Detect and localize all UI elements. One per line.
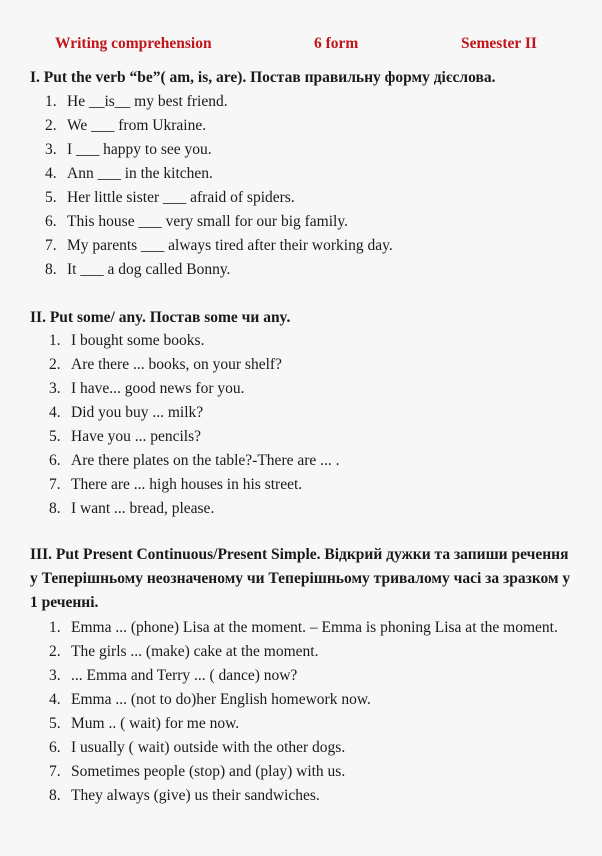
header-form: 6 form: [314, 35, 359, 52]
list-item: 8. I want ... bread, please.: [49, 500, 215, 517]
list-item: 3. ... Emma and Terry ... ( dance) now?: [49, 667, 298, 684]
section-3-list: [49, 616, 576, 808]
list-item: 3. I ___ happy to see you.: [45, 141, 212, 158]
section-2-list: [49, 329, 340, 521]
list-item: 8. It ___ a dog called Bonny.: [45, 261, 231, 278]
list-item: 6. This house ___ very small for our big family.: [45, 213, 348, 230]
list-item: 1. I bought some books.: [49, 332, 205, 349]
list-item: 5. Mum .. ( wait) for me now.: [49, 715, 240, 732]
list-item: 8. They always (give) us their sandwiches.: [49, 787, 320, 804]
list-item: 6. I usually ( wait) outside with the other dogs.: [49, 739, 346, 756]
list-item: 7. There are ... high houses in his street.: [49, 476, 303, 493]
list-item: 7. Sometimes people (stop) and (play) with us.: [49, 763, 346, 780]
list-item: 2. The girls ... (make) cake at the moment.: [49, 643, 319, 660]
header-semester: Semester II: [461, 35, 537, 52]
header-title: Writing comprehension: [55, 35, 212, 52]
list-item: 5. Her little sister ___ afraid of spiders.: [45, 189, 295, 206]
list-item: 7. My parents ___ always tired after their working day.: [45, 237, 393, 254]
section-1-list: [45, 90, 393, 282]
section-1-title: I. Put the verb “be”( am, is, are). Постав правильну форму дієслова.: [30, 69, 496, 86]
list-item: 1. Emma ... (phone) Lisa at the moment. – Emma is phoning Lisa at the moment.: [49, 619, 558, 636]
list-item: 4. Ann ___ in the kitchen.: [45, 165, 213, 182]
section-3-title: III. Put Present Continuous/Present Simple. Відкрий дужки та запиши речення у Теперішньому неозначеному чи Теперішньому тривалому часі за зразком у 1 реченні.: [30, 546, 571, 611]
list-item: 4. Did you buy ... milk?: [49, 404, 204, 421]
section-2-title: II. Put some/ any. Постав some чи any.: [30, 309, 291, 326]
worksheet-header: [0, 35, 602, 57]
list-item: 3. I have... good news for you.: [49, 380, 245, 397]
list-item: 2. We ___ from Ukraine.: [45, 117, 207, 134]
list-item: 4. Emma ... (not to do)her English homework now.: [49, 691, 371, 708]
list-item: 2. Are there ... books, on your shelf?: [49, 356, 282, 373]
list-item: 5. Have you ... pencils?: [49, 428, 201, 445]
list-item: 1. He __is__ my best friend.: [45, 93, 228, 110]
list-item: 6. Are there plates on the table?-There are ... .: [49, 452, 340, 469]
